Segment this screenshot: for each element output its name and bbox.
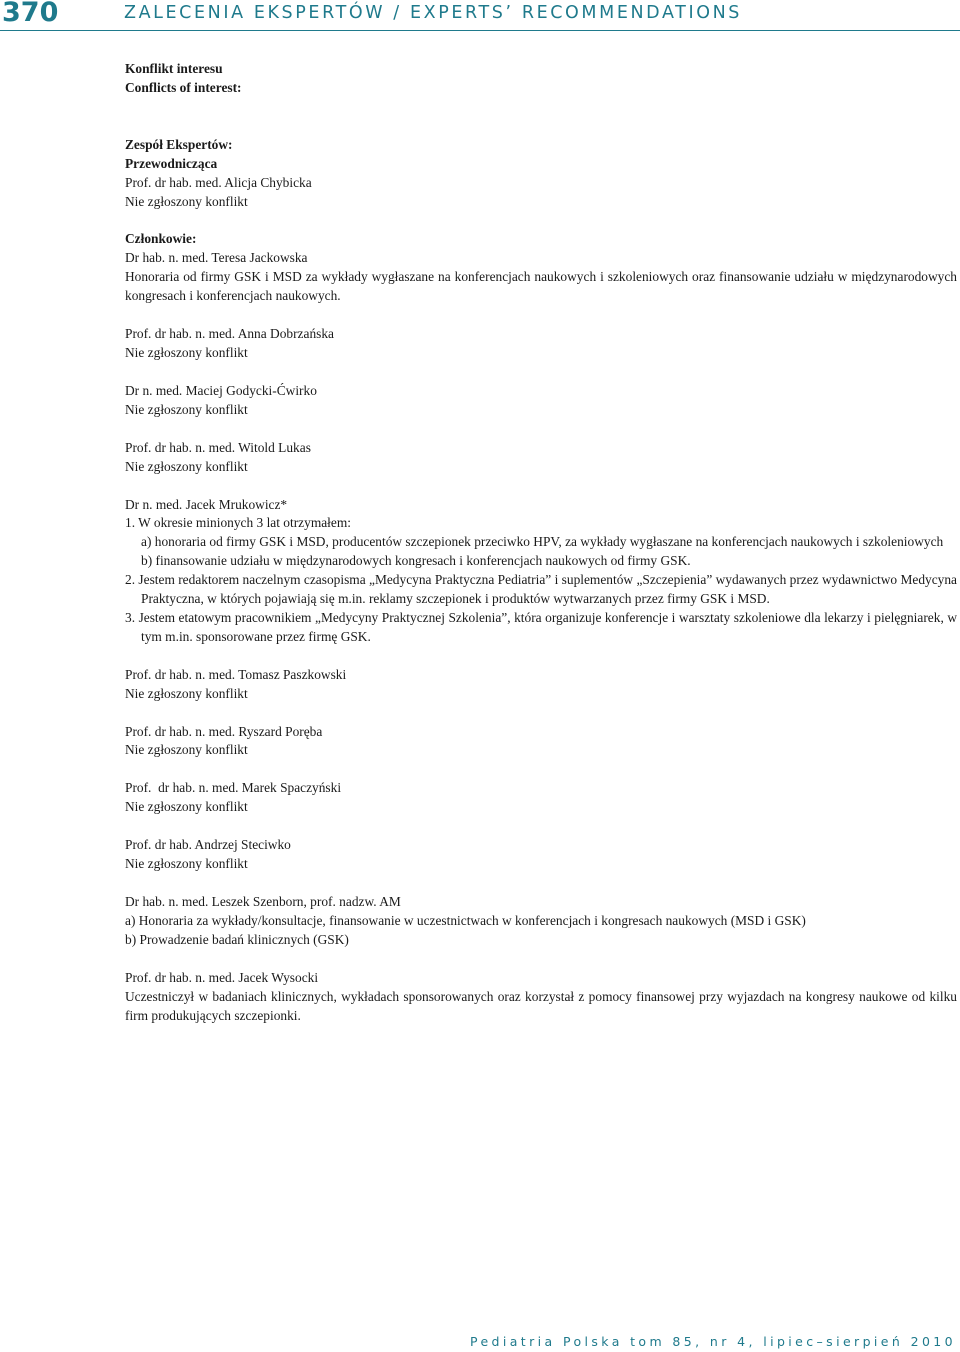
- conflict-point-1: 1. W okresie minionych 3 lat otrzymałem:: [125, 515, 351, 531]
- conflict-heading-pl: Konflikt interesu: [125, 61, 223, 76]
- member-name: Prof. dr hab. n. med. Tomasz Paszkowski: [125, 666, 347, 682]
- member-name: Prof. dr hab. n. med. Anna Dobrzańska: [125, 326, 334, 342]
- conflict-point-b: b) Prowadzenie badań klinicznych (GSK): [125, 931, 349, 947]
- conflict-point-1b: b) finansowanie udziału w międzynarodowych kongresach i konferencjach naukowych od firmy GSK.: [141, 553, 691, 569]
- conflict-point-3: 3. Jestem etatowym pracownikiem „Medycyny Praktycznej Szkolenia”, która organizuje konferencje i warsztaty szkoleniowe dla lekarzy i pielęgniarek, w tym m.in. sponsorowane przez firmę GSK.: [125, 609, 957, 644]
- member-name: Dr hab. n. med. Leszek Szenborn, prof. nadzw. AM: [125, 894, 401, 909]
- member-name: Dr n. med. Maciej Godycki-Ćwirko: [125, 382, 317, 398]
- member-name: Prof. dr hab. Andrzej Steciwko: [125, 837, 291, 853]
- member-conflict: Nie zgłoszony konflikt: [125, 344, 248, 360]
- conflict-point-a: a) Honoraria za wykłady/konsultacje, finansowanie w uczestnictwach w konferencjach i kongresach naukowych (MSD i GSK): [125, 912, 806, 928]
- members-heading: Członkowie:: [125, 231, 197, 247]
- chair-heading: Przewodnicząca: [125, 155, 218, 171]
- chair-conflict: Nie zgłoszony konflikt: [125, 193, 248, 209]
- article-body: [125, 60, 957, 1025]
- member-conflict: Nie zgłoszony konflikt: [125, 685, 248, 701]
- member-name: Dr hab. n. med. Teresa Jackowska: [125, 250, 308, 266]
- member-conflict: Nie zgłoszony konflikt: [125, 458, 248, 474]
- conflict-heading-en: Conflicts of interest:: [125, 79, 242, 95]
- chair-name: Prof. dr hab. med. Alicja Chybicka: [125, 174, 312, 190]
- running-header-title: ZALECENIA EKSPERTÓW / EXPERTS’ RECOMMENDATIONS: [124, 3, 742, 23]
- member-conflict: Nie zgłoszony konflikt: [125, 799, 248, 815]
- member-name: Prof. dr hab. n. med. Ryszard Poręba: [125, 723, 323, 739]
- conflict-point-1a: a) honoraria od firmy GSK i MSD, producentów szczepionek przeciwko HPV, za wykłady wygłaszane na konferencjach naukowych i szkoleniowych: [141, 534, 944, 550]
- member-name: Dr n. med. Jacek Mrukowicz*: [125, 496, 288, 512]
- member-conflict: Nie zgłoszony konflikt: [125, 742, 248, 758]
- member-conflict: Uczestniczył w badaniach klinicznych, wykładach sponsorowanych oraz korzystał z pomocy finansowej przy wyjazdach na kongresy naukowe od kilku firm produkujących szczepionki.: [125, 988, 957, 1023]
- member-name: Prof. dr hab. n. med. Witold Lukas: [125, 439, 311, 455]
- journal-footer: Pediatria Polska tom 85, nr 4, lipiec–sierpień 2010: [469, 1334, 956, 1349]
- member-name: Prof. dr hab. n. med. Marek Spaczyński: [125, 780, 342, 796]
- member-name: Prof. dr hab. n. med. Jacek Wysocki: [125, 969, 319, 985]
- page-number: 370: [2, 0, 59, 28]
- member-conflict: Nie zgłoszony konflikt: [125, 401, 248, 417]
- member-conflict: Honoraria od firmy GSK i MSD za wykłady wygłaszane na konferencjach naukowych i szkoleniowych oraz finansowanie udziału w międzynarodowych kongresach i konferencjach naukowych.: [125, 269, 957, 304]
- team-heading: Zespół Ekspertów:: [125, 136, 233, 152]
- header-divider: [0, 30, 960, 31]
- conflict-point-2: 2. Jestem redaktorem naczelnym czasopisma „Medycyna Praktyczna Pediatria” i suplementów „Szczepienia” wydawanych przez wydawnictwo Medycyna Praktyczna, w których pojawiają się m.in. reklamy szczepionek i produktów wytwarzanych przez firmy GSK i MSD.: [125, 572, 957, 607]
- member-conflict: Nie zgłoszony konflikt: [125, 856, 248, 872]
